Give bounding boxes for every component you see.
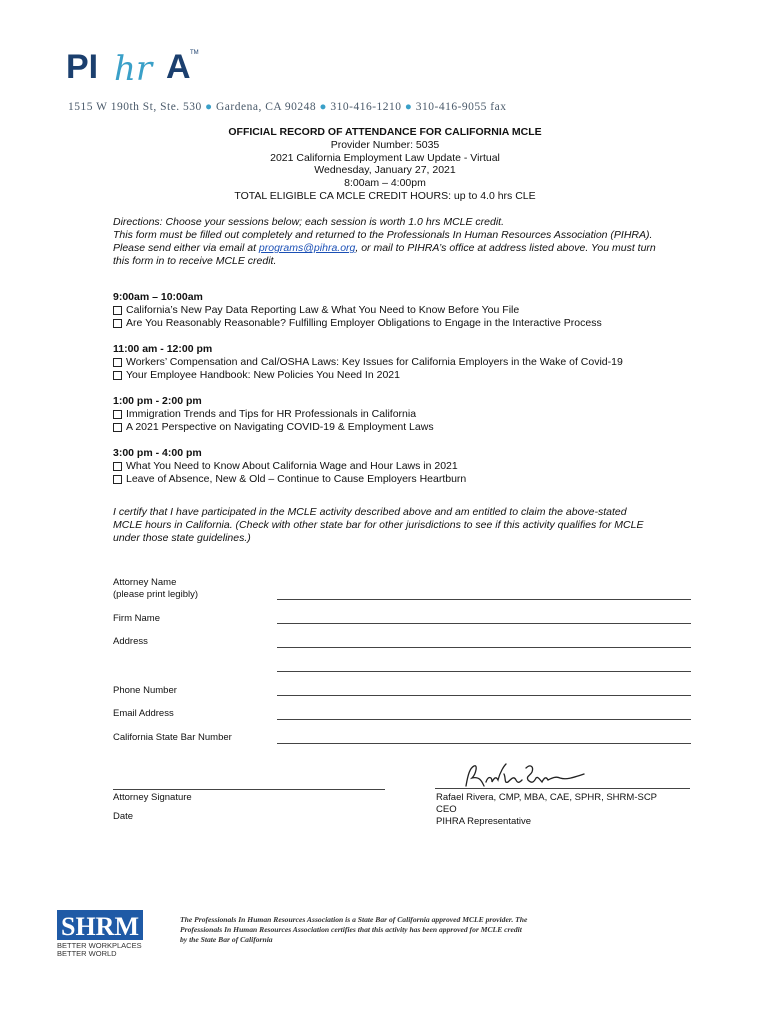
certification-statement <box>113 506 703 545</box>
form-title: OFFICIAL RECORD OF ATTENDANCE FOR CALIFORNIA MCLE <box>228 126 542 138</box>
checkbox[interactable] <box>113 358 122 367</box>
logo-text-left: PI <box>66 48 99 86</box>
attorney-signature-label: Attorney Signature <box>113 792 192 803</box>
bar-number-field[interactable] <box>277 743 691 744</box>
shrm-tagline-1: BETTER WORKPLACES <box>57 941 142 950</box>
session-slot <box>113 447 713 486</box>
directions-line: this form in to receive MCLE credit. <box>113 255 277 267</box>
firm-name-label: Firm Name <box>113 613 160 624</box>
shrm-logo-text: SHRM <box>61 912 139 941</box>
session-option[interactable]: California’s New Pay Data Reporting Law & What You Need to Know Before You File <box>113 304 713 317</box>
directions <box>113 216 703 268</box>
directions-line: Please send either via email at programs@pihra.org, or mail to PIHRA’s office at address listed above. You must turn <box>113 242 656 254</box>
rep-name: Rafael Rivera, CMP, MBA, CAE, SPHR, SHRM-SCP <box>436 792 658 803</box>
credit-hours: TOTAL ELIGIBLE CA MCLE CREDIT HOURS: up to 4.0 hrs CLE <box>234 189 536 202</box>
form-header <box>0 126 770 203</box>
footer-note-line: by the State Bar of California <box>180 935 273 944</box>
email-link[interactable]: programs@pihra.org <box>258 242 356 254</box>
rep-role: PIHRA Representative <box>436 816 532 827</box>
checkbox[interactable] <box>113 371 122 380</box>
directions-line: Directions: Choose your sessions below; each session is worth 1.0 hrs MCLE credit. <box>113 216 505 228</box>
address-field[interactable] <box>277 647 691 648</box>
provider-number: Provider Number: 5035 <box>330 138 440 151</box>
checkbox[interactable] <box>113 423 122 432</box>
session-list <box>113 291 713 499</box>
certify-line: I certify that I have participated in the MCLE activity described above and am entitled to claim the above-stated <box>113 506 627 518</box>
address-phone: 310-416-1210 <box>330 101 402 113</box>
address-fax: 310-416-9055 fax <box>415 101 507 113</box>
address-line <box>68 101 506 113</box>
separator-dot: ● <box>205 101 213 113</box>
session-slot <box>113 291 713 330</box>
attorney-name-label: Attorney Name (please print legibly) <box>113 577 199 600</box>
footer-note <box>180 915 640 945</box>
session-option[interactable]: What You Need to Know About California Wage and Hour Laws in 2021 <box>113 460 713 473</box>
event-name: 2021 California Employment Law Update - Virtual <box>270 151 500 164</box>
slot-time: 11:00 am - 12:00 pm <box>113 343 213 355</box>
logo-tm: TM <box>190 50 199 56</box>
shrm-tagline-2: BETTER WORLD <box>57 949 117 958</box>
event-time: 8:00am – 4:00pm <box>344 177 426 190</box>
checkbox[interactable] <box>113 410 122 419</box>
bar-number-label: California State Bar Number <box>113 732 232 743</box>
address-label: Address <box>113 636 148 647</box>
logo-text-right: A <box>166 48 191 86</box>
session-option[interactable]: Are You Reasonably Reasonable? Fulfilling Employer Obligations to Engage in the Interactive Process <box>113 317 713 330</box>
rep-title: CEO <box>436 804 457 815</box>
checkbox[interactable] <box>113 306 122 315</box>
slot-time: 9:00am – 10:00am <box>113 291 203 303</box>
footer-note-line: The Professionals In Human Resources Association is a State Bar of California approved MCLE provider. The <box>180 915 528 924</box>
session-option[interactable]: Immigration Trends and Tips for HR Professionals in California <box>113 408 713 421</box>
session-slot <box>113 343 713 382</box>
rep-block <box>436 792 657 828</box>
certify-line: MCLE hours in California. (Check with other state bar for other jurisdictions to see if this activity qualifies for MCLE <box>113 519 644 531</box>
session-option[interactable]: Your Employee Handbook: New Policies You Need In 2021 <box>113 369 713 382</box>
shrm-logo <box>55 908 155 960</box>
email-label: Email Address <box>113 708 174 719</box>
logo-text-mid: hr <box>114 49 153 89</box>
address-city: Gardena, CA 90248 <box>216 101 317 113</box>
slot-time: 1:00 pm - 2:00 pm <box>113 395 202 407</box>
session-option[interactable]: Workers’ Compensation and Cal/OSHA Laws: Key Issues for California Employers in the Wake of Covid-19 <box>113 356 713 369</box>
event-date: Wednesday, January 27, 2021 <box>314 164 456 177</box>
separator-dot: ● <box>404 101 413 113</box>
session-slot <box>113 395 713 434</box>
checkbox[interactable] <box>113 475 122 484</box>
session-option[interactable]: A 2021 Perspective on Navigating COVID-19 & Employment Laws <box>113 421 713 434</box>
rep-signature-line <box>435 788 690 789</box>
email-field[interactable] <box>277 719 691 720</box>
separator-dot: ● <box>319 101 327 113</box>
directions-line: This form must be filled out completely and returned to the Professionals In Human Resources Association (PIHRA). <box>113 229 653 241</box>
attorney-name-field[interactable] <box>277 599 691 600</box>
certify-line: under those state guidelines.) <box>113 532 251 544</box>
phone-field[interactable] <box>277 695 691 696</box>
pihra-logo <box>66 40 206 90</box>
firm-name-field[interactable] <box>277 623 691 624</box>
slot-time: 3:00 pm - 4:00 pm <box>113 447 202 459</box>
checkbox[interactable] <box>113 462 122 471</box>
session-option[interactable]: Leave of Absence, New & Old – Continue to Cause Employers Heartburn <box>113 473 713 486</box>
phone-label: Phone Number <box>113 685 177 696</box>
attorney-signature-field[interactable] <box>113 789 385 790</box>
footer-note-line: Professionals In Human Resources Association certifies that this activity has been approved for MCLE credit <box>180 925 522 934</box>
date-label: Date <box>113 811 134 822</box>
address-field-line-2[interactable] <box>277 671 691 672</box>
address-street: 1515 W 190th St, Ste. 530 <box>68 101 202 113</box>
checkbox[interactable] <box>113 319 122 328</box>
